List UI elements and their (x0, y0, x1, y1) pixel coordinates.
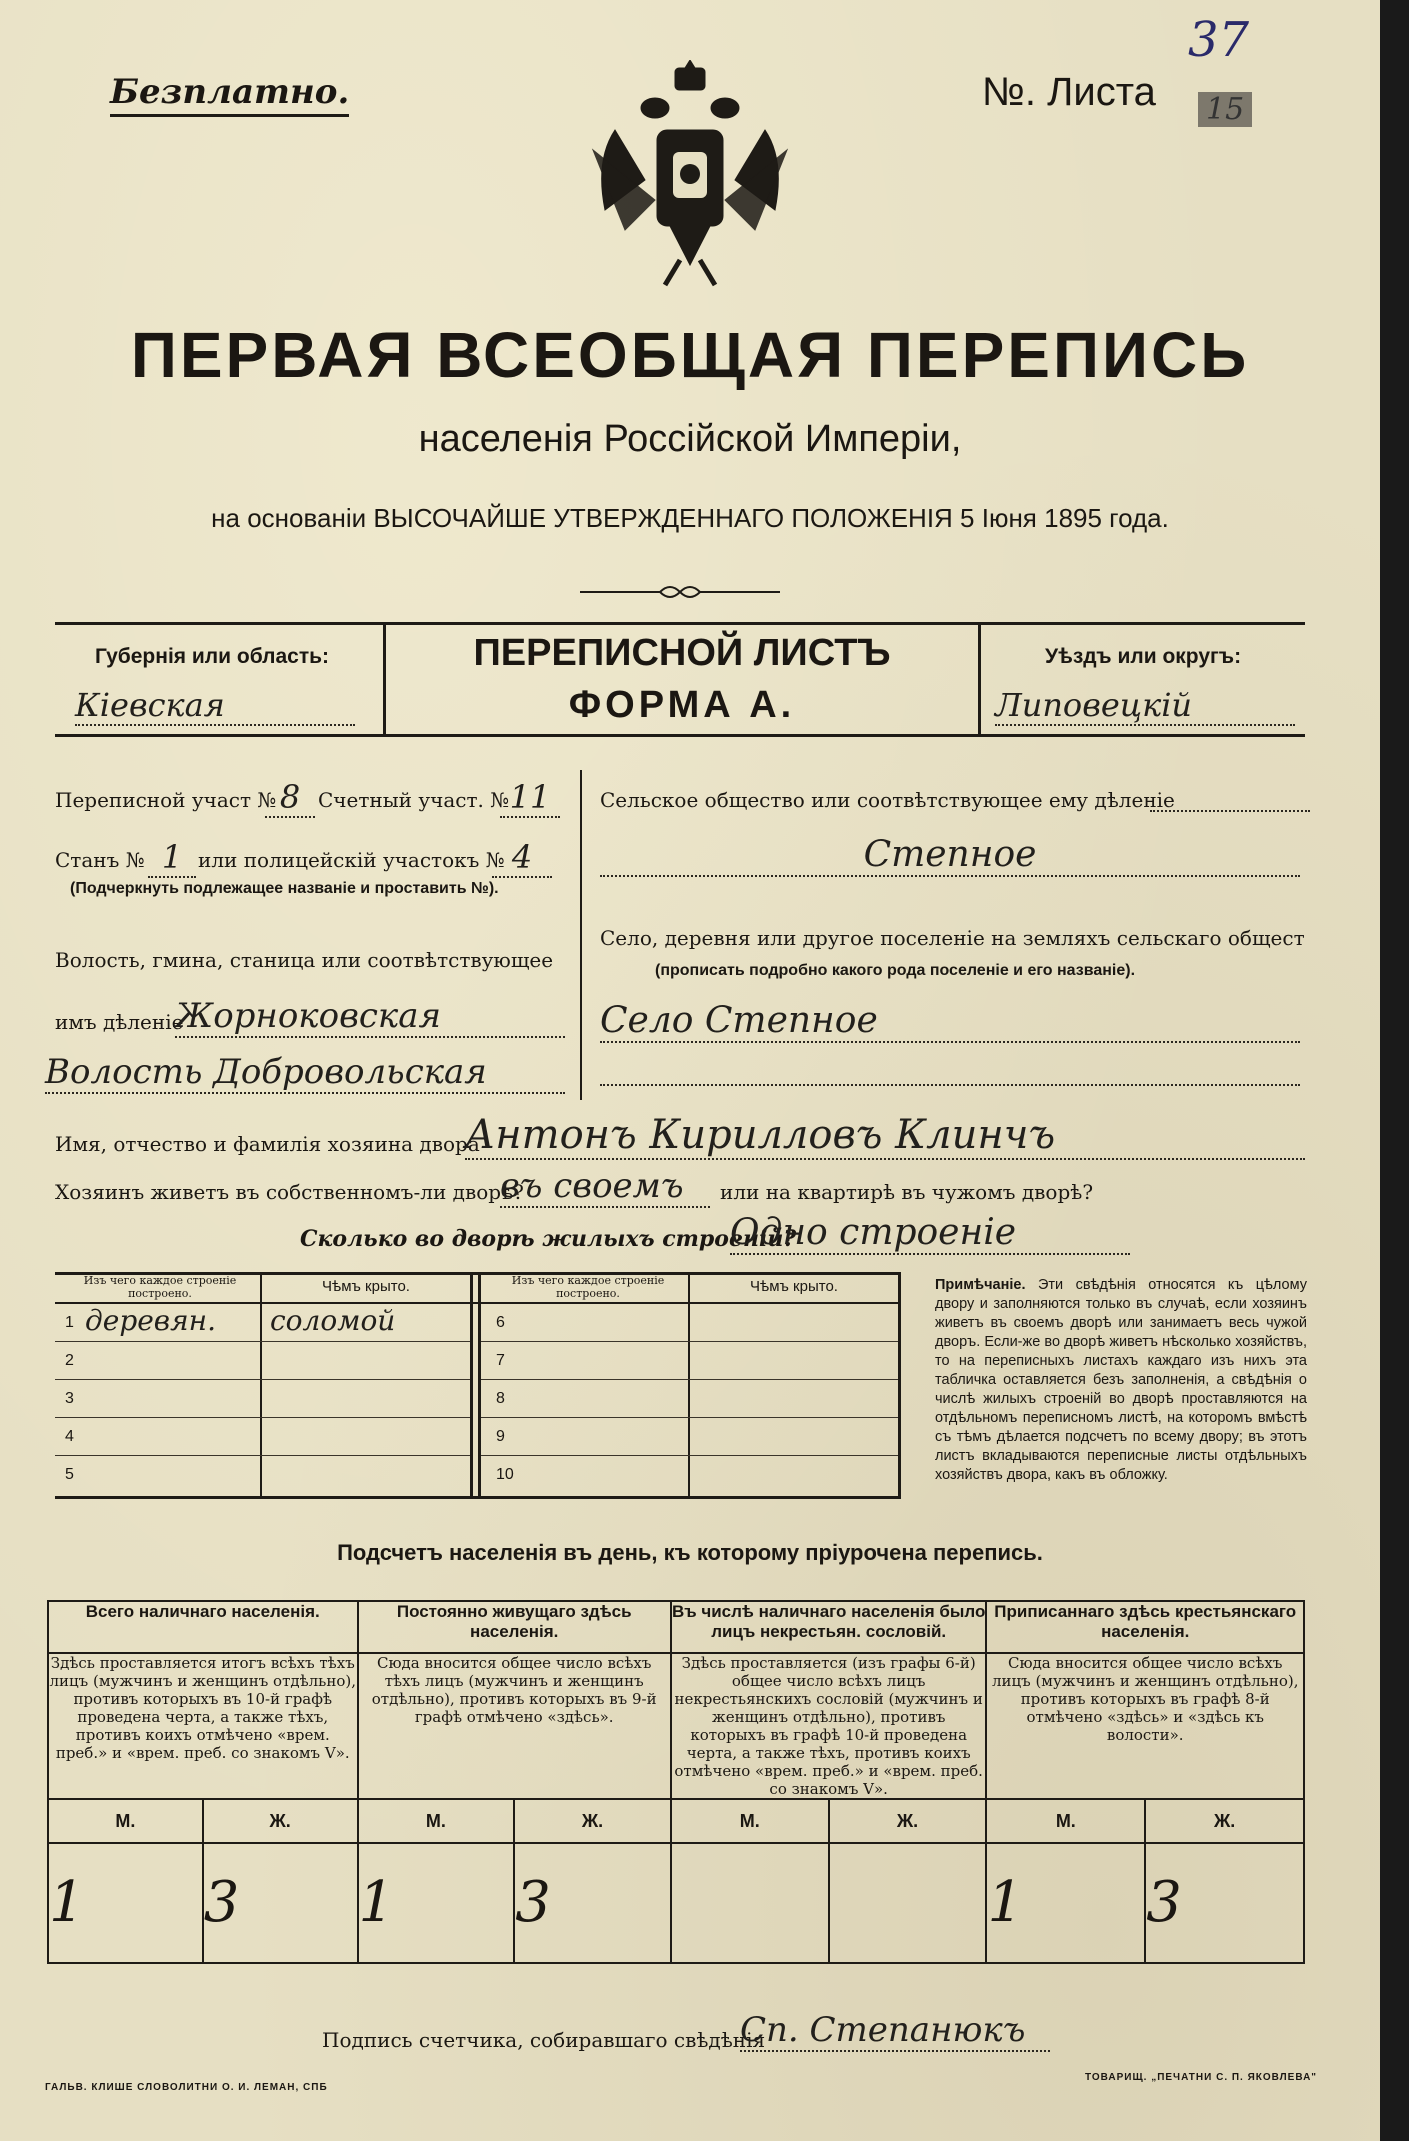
tally-total-m-value: 1 (48, 1843, 203, 1963)
district-label: Уѣздъ или округъ: (1045, 645, 1242, 668)
volost-label: Волость, гмина, станица или соотвѣтствующее (55, 948, 554, 972)
tally-nonpeasant-f-label: Ж. (829, 1799, 987, 1843)
tally-col-nonpeasant-title: Въ числѣ наличнаго населенія было лицъ некрестьян. сословій. (671, 1601, 987, 1653)
table-row: 5 (65, 1466, 74, 1483)
table-row: 2 (55, 1342, 470, 1380)
table-row: 8 (481, 1380, 898, 1418)
tally-nonpeasant-m-value (671, 1843, 829, 1963)
signature-value: Сп. Степанюкъ (740, 2010, 1050, 2052)
flourish-ornament-icon (580, 582, 780, 602)
tally-peasant-m-label: М. (986, 1799, 1145, 1843)
table-row: 10 (496, 1466, 514, 1483)
stan-hint: (Подчеркнуть подлежащее названіе и проставить №). (70, 880, 499, 897)
stan-label: Станъ № (55, 848, 145, 872)
owner-lives-label-2: или на квартирѣ въ чужомъ дворѣ? (720, 1180, 1094, 1204)
free-label: Безплатно. (110, 72, 349, 117)
buildings-col2-left: Чѣмъ крыто. (322, 1278, 410, 1295)
tally-resident-f-value: 3 (514, 1843, 671, 1963)
police-value: 4 (492, 838, 552, 878)
buildings-col2-right: Чѣмъ крыто. (750, 1278, 838, 1295)
buildings-col1-right: Изъ чего каждое строеніе построено. (511, 1274, 665, 1300)
census-plot-value: 8 (265, 778, 315, 818)
tally-peasant-m-value: 1 (986, 1843, 1145, 1963)
form-name: ФОРМА А. (568, 684, 796, 726)
table-row: 1 деревян. соломой (55, 1304, 470, 1342)
tally-nonpeasant-f-value (829, 1843, 987, 1963)
building-roof: соломой (270, 1304, 396, 1337)
tally-col-resident-note: Сюда вносится общее число всѣхъ тѣхъ лицъ (мужчинъ и женщинъ отдѣльно), противъ которыхъ въ 9-й графѣ отмѣчено «здѣсь». (358, 1653, 671, 1799)
tally-resident-m-value: 1 (358, 1843, 515, 1963)
printer-right: ТОВАРИЩ. „ПЕЧАТНИ С. П. ЯКОВЛЕВА" (1085, 2072, 1318, 2083)
police-label: или полицейскій участокъ № (198, 848, 505, 872)
tally-col-resident-title: Постоянно живущаго здѣсь населенія. (358, 1601, 671, 1653)
remark-title: Примѣчаніе. (935, 1277, 1026, 1293)
tally-col-total-title: Всего наличнаго населенія. (48, 1601, 358, 1653)
district-value: Липовецкій (995, 686, 1295, 726)
buildings-value: Одно строеніе (730, 1212, 1130, 1255)
tally-total-f-label: Ж. (203, 1799, 358, 1843)
table-row: 7 (481, 1342, 898, 1380)
owner-lives-label: Хозяинъ живетъ въ собственномъ-ли дворѣ? (55, 1180, 524, 1204)
village-label: Село, деревня или другое поселеніе на земляхъ сельскаго общест (600, 926, 1305, 950)
owner-name-label: Имя, отчество и фамилія хозяина двора (55, 1132, 480, 1156)
buildings-rows-left (55, 1304, 470, 1493)
tally-nonpeasant-m-label: М. (671, 1799, 829, 1843)
legal-basis: на основаніи ВЫСОЧАЙШЕ УТВЕРЖДЕННАГО ПОЛОЖЕНІЯ 5 Іюня 1895 года. (211, 503, 1169, 533)
owner-name-value: Антонъ Кирилловъ Клинчъ (465, 1112, 1305, 1160)
printer-left: ГАЛЬВ. КЛИШЕ СЛОВОЛИТНИ О. И. ЛЕМАН, СПБ (45, 2082, 328, 2093)
society-label: Сельское общество или соотвѣтствующее ему дѣленіе (600, 788, 1175, 812)
volost-value: Жорноковская (175, 996, 565, 1038)
tally-col-total-note: Здѣсь проставляется итогъ всѣхъ тѣхъ лицъ (мужчинъ и женщинъ отдѣльно), противъ которыхъ въ 10-й графѣ проведена черта, а также тѣхъ, противъ коихъ отмѣчено «врем. преб.» и «врем. преб. со знакомъ V». (48, 1653, 358, 1799)
owner-lives-value: въ своемъ (500, 1166, 710, 1208)
form-title: ПЕРЕПИСНОЙ ЛИСТЪ (473, 632, 891, 674)
archive-number: 37 (1188, 12, 1250, 68)
remark-text: Эти свѣдѣнія относятся къ цѣлому двору и заполняются только въ случаѣ, если хозяинъ живетъ въ своемъ дворѣ или занимаетъ весь чужой дворъ. Если-же во дворѣ живетъ нѣсколько хозяйствъ, то на переписныхъ листахъ каждаго изъ нихъ эта табличка оставляется безъ заполненія, а свѣдѣнія о числѣ жилыхъ строеній во дворѣ проставляются на отдѣльномъ переписномъ листѣ, на которомъ вмѣстѣ съ тѣмъ дѣлается подсчетъ по всему двору; въ этотъ листъ вкладываются переписные листы отдѣльныхъ хозяйствъ двора, какъ въ обложку. (935, 1277, 1308, 1483)
buildings-rows-right (481, 1304, 898, 1493)
village-value: Село Степное (600, 1000, 1300, 1043)
count-plot-value: 11 (500, 778, 560, 818)
tally-total-m-label: М. (48, 1799, 203, 1843)
signature-label: Подпись счетчика, собиравшаго свѣдѣнія (322, 2028, 766, 2052)
remark-block (935, 1276, 1307, 1485)
double-headed-eagle-icon (585, 60, 795, 290)
census-plot-label: Переписной участ № (55, 788, 277, 812)
tally-col-nonpeasant-note: Здѣсь проставляется (изъ графы 6-й) общее число всѣхъ лицъ некрестьянскихъ сословій (мужчинъ и женщинъ отдѣльно), противъ которыхъ въ графѣ 10-й проведена черта, а также тѣхъ, противъ коихъ отмѣчено «врем. преб.» и «врем. преб. со знакомъ V». (671, 1653, 987, 1799)
volost-value-2: Волость Добровольская (45, 1052, 565, 1094)
sheet-number-label: №. Листа (982, 70, 1156, 114)
page-title: ПЕРВАЯ ВСЕОБЩАЯ ПЕРЕПИСЬ (130, 319, 1250, 391)
tally-resident-f-label: Ж. (514, 1799, 671, 1843)
tally-peasant-f-value: 3 (1145, 1843, 1304, 1963)
tally-col-peasant-note: Сюда вносится общее число всѣхъ лицъ (мужчинъ и женщинъ отдѣльно), противъ которыхъ въ графѣ 8-й отмѣчено «здѣсь» и «здѣсь къ волости». (986, 1653, 1304, 1799)
table-row: 9 (481, 1418, 898, 1456)
tally-resident-m-label: М. (358, 1799, 515, 1843)
tally-col-peasant-title: Приписаннаго здѣсь крестьянскаго населенія. (986, 1601, 1304, 1653)
society-value: Степное (600, 834, 1300, 877)
building-material: деревян. (85, 1304, 216, 1337)
table-row: 3 (55, 1380, 470, 1418)
tally-peasant-f-label: Ж. (1145, 1799, 1304, 1843)
tally-table (47, 1600, 1305, 1964)
table-row: 4 (55, 1418, 470, 1456)
buildings-col1-left: Изъ чего каждое строеніе построено. (83, 1274, 237, 1300)
page-subtitle: населенія Россійской Имперіи, (418, 418, 962, 460)
count-plot-label: Счетный участ. № (318, 788, 510, 812)
province-label: Губернія или область: (95, 645, 330, 668)
buildings-label: Сколько во дворѣ жилыхъ строеній? (300, 1226, 797, 1252)
volost-label-2: имъ дѣленіе (55, 1010, 184, 1034)
stan-value: 1 (148, 838, 196, 878)
village-hint: (прописать подробно какого рода поселеніе и его названіе). (655, 962, 1136, 979)
province-value: Кіевская (75, 686, 355, 726)
tally-total-f-value: 3 (203, 1843, 358, 1963)
tally-heading: Подсчетъ населенія въ день, къ которому пріурочена перепись. (337, 1540, 1043, 1565)
sheet-number-value: 15 (1198, 92, 1252, 127)
table-row: 6 (481, 1304, 898, 1342)
